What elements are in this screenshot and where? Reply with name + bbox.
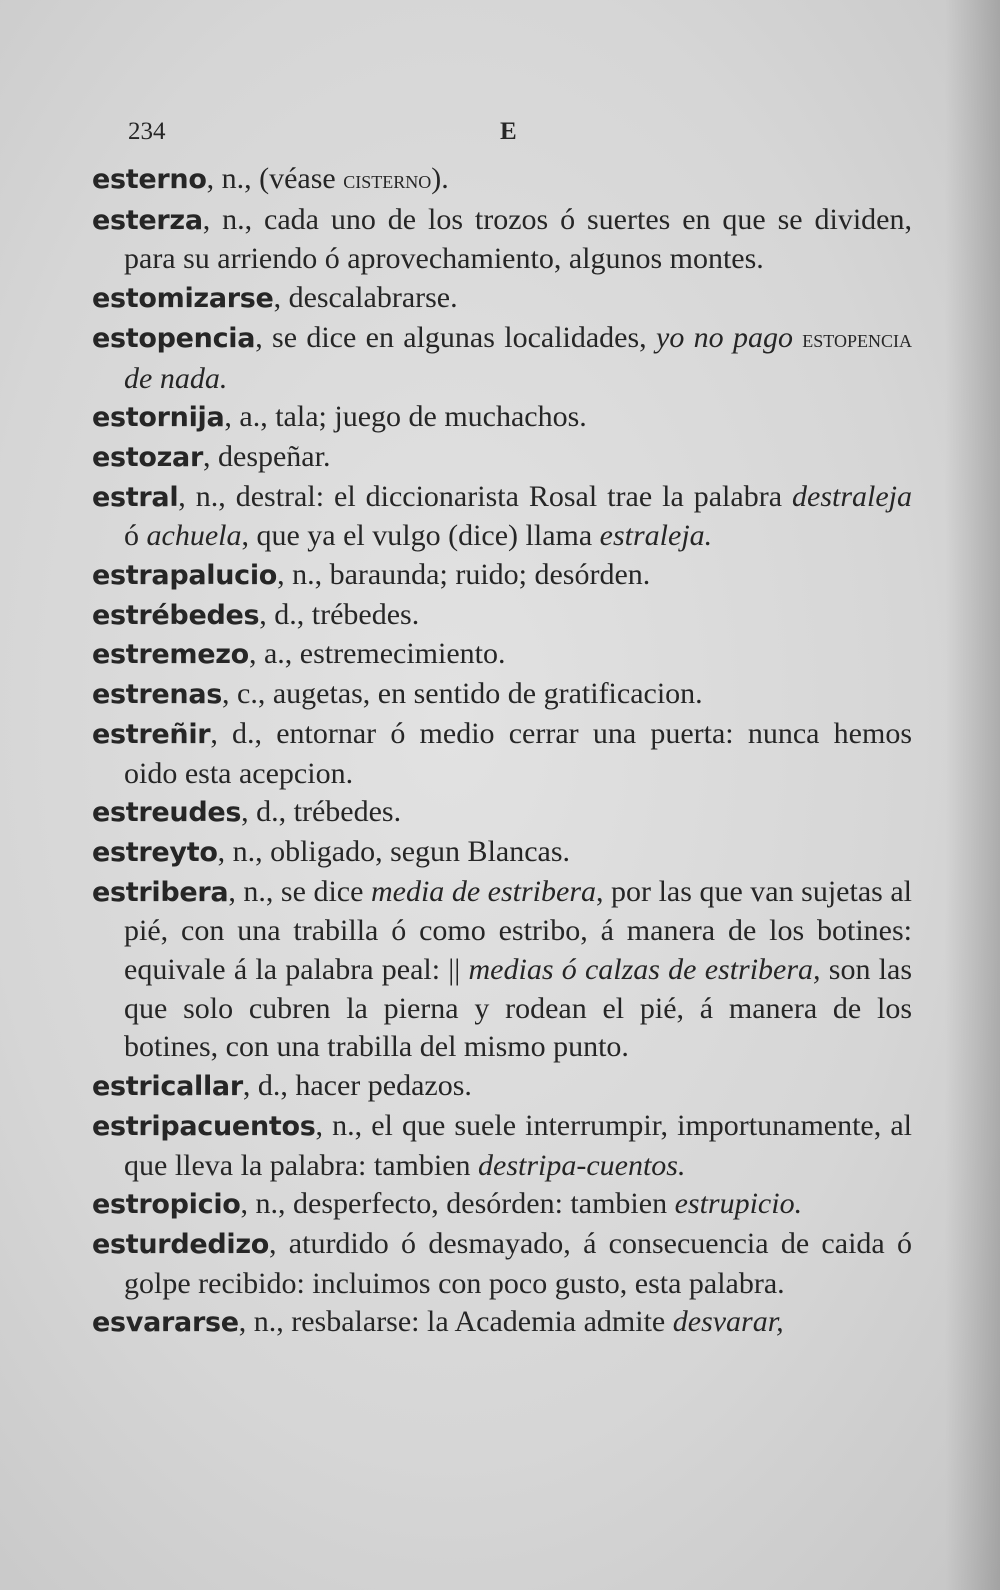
entry-headword: esterza xyxy=(92,204,203,236)
dictionary-entry xyxy=(92,1225,912,1303)
entry-italic-text: destraleja xyxy=(792,479,912,513)
entry-italic-text: desvarar, xyxy=(672,1305,784,1339)
entry-text: , n., desperfecto, desórden: tambien xyxy=(240,1187,675,1221)
dictionary-entry xyxy=(92,556,912,596)
entry-text: , aturdido ó desmayado, á consecuencia de caida ó golpe recibido: incluimos con poco gusto, esta palabra. xyxy=(124,1226,912,1300)
entry-text: , que ya el vulgo (dice) llama xyxy=(241,519,600,553)
entry-text: , despeñar. xyxy=(203,439,331,473)
dictionary-entry xyxy=(92,1067,912,1107)
entry-headword: estomizarse xyxy=(92,283,274,315)
entry-headword: estremezo xyxy=(92,639,249,671)
entry-italic-text: estrupicio. xyxy=(674,1187,803,1221)
entry-text: , d., entornar ó medio cerrar una puerta: nunca hemos oido esta acepcion. xyxy=(124,716,912,790)
entry-text: , n., destral: el diccionarista Rosal trae la palabra xyxy=(178,479,792,513)
entry-text: , por las que van sujetas al pié, con una trabilla ó como estribo, á manera de los botines: equivale á la palabra peal: || xyxy=(124,874,912,987)
entry-text: son las que solo cubren la pierna y rodean el pié, á manera de los botines, con una trabilla del mismo punto. xyxy=(124,953,912,1064)
entry-text: , n., cada uno de los trozos ó suertes en que se dividen, para su arriendo ó aprovechamiento, algunos montes. xyxy=(124,202,912,276)
entry-text: , d., trébedes. xyxy=(241,795,402,829)
entry-headword: estrapalucio xyxy=(92,560,278,592)
dictionary-entry xyxy=(92,1107,912,1185)
dictionary-entry xyxy=(92,675,912,715)
entry-headword: estornija xyxy=(92,402,225,434)
entry-text: ó xyxy=(124,519,147,553)
entry-italic-text: estraleja. xyxy=(599,519,713,553)
entry-italic-text: medias ó calzas de estribera, xyxy=(468,953,821,987)
entry-text: ). xyxy=(431,162,449,195)
entry-text: , a., tala; juego de muchachos. xyxy=(224,400,587,434)
entry-headword: estral xyxy=(92,481,179,513)
entry-small-caps-text: cisterno xyxy=(343,167,432,194)
entry-headword: esturdedizo xyxy=(92,1228,270,1260)
page-number: 234 xyxy=(128,118,166,145)
dictionary-entry xyxy=(92,201,912,279)
dictionary-entry xyxy=(92,1303,912,1343)
entry-text: , se dice en algunas localidades, xyxy=(255,320,656,354)
dictionary-entry xyxy=(92,160,912,201)
dictionary-entry xyxy=(92,635,912,675)
entry-text: , d., trébedes. xyxy=(259,597,420,631)
entry-headword: estreñir xyxy=(92,718,211,750)
dictionary-entry xyxy=(92,478,912,556)
dictionary-entry xyxy=(92,319,912,398)
entry-headword: estrenas xyxy=(92,679,223,711)
dictionary-entry xyxy=(92,398,912,438)
dictionary-entry xyxy=(92,279,912,319)
entry-text: , n., se dice xyxy=(228,874,371,908)
entry-text: , n., obligado, segun Blancas. xyxy=(217,834,571,868)
entry-headword: esterno xyxy=(92,164,207,195)
entry-italic-text: yo no pago xyxy=(656,320,793,354)
entry-headword: estrébedes xyxy=(92,599,260,631)
dictionary-entry xyxy=(92,715,912,793)
entry-headword: estozar xyxy=(92,441,203,473)
entry-italic-text: achuela xyxy=(146,519,242,553)
entry-italic-text: destripa-cuentos. xyxy=(478,1148,686,1182)
entry-text: , n., (véase xyxy=(206,162,344,195)
dictionary-entry xyxy=(92,833,912,873)
entry-text: , n., resbalarse: la Academia admite xyxy=(238,1305,673,1339)
entry-list xyxy=(92,160,912,1343)
entry-text: , descalabrarse. xyxy=(273,281,458,315)
entry-headword: estricallar xyxy=(92,1071,243,1103)
entry-text: , a., estremecimiento. xyxy=(248,637,506,671)
entry-headword: estreyto xyxy=(92,836,218,868)
entry-headword: estribera xyxy=(92,876,229,908)
entry-text: , d., hacer pedazos. xyxy=(242,1069,472,1103)
entry-text: , n., el que suele interrumpir, importunamente, al que lleva la palabra: tambien xyxy=(124,1108,912,1182)
entry-headword: estreudes xyxy=(92,797,242,829)
entry-headword: estopencia xyxy=(92,322,256,354)
dictionary-entry xyxy=(92,596,912,636)
entry-text: , c., augetas, en sentido de gratificacion. xyxy=(222,677,703,711)
entry-italic-text: de nada. xyxy=(124,361,228,395)
entry-headword: esvararse xyxy=(92,1307,239,1339)
page-header xyxy=(128,118,528,158)
dictionary-entry xyxy=(92,793,912,833)
running-head: E xyxy=(500,118,517,145)
entry-italic-text: media de estribera xyxy=(370,874,597,908)
page-edge-shadow xyxy=(945,0,1000,1590)
entry-headword: estripacuentos xyxy=(92,1110,316,1142)
dictionary-entry xyxy=(92,873,912,1068)
entry-small-caps-text: estopencia xyxy=(802,325,912,353)
dictionary-entry xyxy=(92,1185,912,1225)
entry-text xyxy=(793,321,802,354)
entry-headword: estropicio xyxy=(92,1189,241,1221)
dictionary-entry xyxy=(92,438,912,478)
entry-text: , n., baraunda; ruido; desórden. xyxy=(277,558,651,592)
